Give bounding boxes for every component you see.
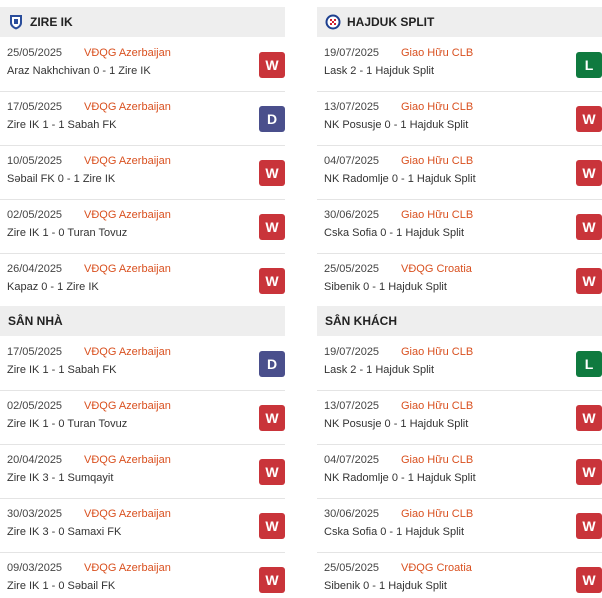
- match-score: NK Radomlje 0 - 1 Hajduk Split: [324, 173, 476, 185]
- match-date: 04/07/2025: [324, 454, 380, 466]
- match-score: Səbail FK 0 - 1 Zire IK: [7, 173, 116, 185]
- match-row[interactable]: [0, 553, 285, 598]
- match-row[interactable]: [317, 445, 602, 499]
- hajduk-split-logo-icon: [325, 14, 341, 30]
- result-badge: W: [576, 268, 602, 294]
- zire-ik-logo-icon: [8, 14, 24, 30]
- match-score: Sibenik 0 - 1 Hajduk Split: [324, 281, 447, 293]
- match-row[interactable]: [317, 254, 602, 308]
- match-row[interactable]: [317, 391, 602, 445]
- result-badge: W: [576, 214, 602, 240]
- league-name[interactable]: VĐQG Azerbaijan: [84, 346, 171, 358]
- result-badge: D: [259, 106, 285, 132]
- match-score: Kapaz 0 - 1 Zire IK: [7, 281, 99, 293]
- match-row[interactable]: [0, 391, 285, 445]
- match-row[interactable]: [317, 499, 602, 553]
- match-date: 25/05/2025: [324, 562, 380, 574]
- result-badge: W: [259, 268, 285, 294]
- league-name[interactable]: VĐQG Azerbaijan: [84, 400, 171, 412]
- match-row[interactable]: [0, 254, 285, 308]
- panel-title: ZIRE IK: [30, 15, 73, 29]
- match-row[interactable]: [0, 499, 285, 553]
- panel-header: [0, 7, 285, 37]
- result-badge: W: [576, 106, 602, 132]
- league-name[interactable]: VĐQG Croatia: [401, 562, 472, 574]
- match-score: NK Posusje 0 - 1 Hajduk Split: [324, 418, 469, 430]
- match-date: 02/05/2025: [7, 400, 63, 412]
- panel-header: [317, 7, 602, 37]
- match-score: Zire IK 1 - 1 Sabah FK: [7, 119, 117, 131]
- panel-title: HAJDUK SPLIT: [347, 15, 435, 29]
- match-score: Zire IK 3 - 1 Sumqayit: [7, 472, 114, 484]
- match-date: 25/05/2025: [324, 263, 380, 275]
- league-name[interactable]: Giao Hữu CLB: [401, 508, 474, 520]
- match-date: 30/06/2025: [324, 209, 380, 221]
- result-badge: W: [259, 513, 285, 539]
- away-venue-panel: [317, 306, 602, 598]
- match-row[interactable]: [0, 337, 285, 391]
- match-row[interactable]: [317, 553, 602, 598]
- match-score: Zire IK 3 - 0 Samaxi FK: [7, 526, 122, 538]
- result-badge: W: [576, 513, 602, 539]
- match-date: 30/03/2025: [7, 508, 63, 520]
- match-score: Zire IK 1 - 0 Turan Tovuz: [7, 418, 128, 430]
- match-row[interactable]: [317, 146, 602, 200]
- match-date: 09/03/2025: [7, 562, 63, 574]
- match-row[interactable]: [0, 200, 285, 254]
- result-badge: W: [259, 459, 285, 485]
- match-date: 26/04/2025: [7, 263, 63, 275]
- league-name[interactable]: VĐQG Azerbaijan: [84, 209, 171, 221]
- match-list: [0, 336, 285, 598]
- league-name[interactable]: Giao Hữu CLB: [401, 346, 474, 358]
- league-name[interactable]: VĐQG Azerbaijan: [84, 562, 171, 574]
- match-date: 04/07/2025: [324, 155, 380, 167]
- match-list: [0, 37, 285, 308]
- match-score: Zire IK 1 - 0 Səbail FK: [7, 580, 116, 592]
- result-badge: W: [259, 214, 285, 240]
- result-badge: W: [259, 567, 285, 593]
- league-name[interactable]: VĐQG Croatia: [401, 263, 472, 275]
- match-score: Lask 2 - 1 Hajduk Split: [324, 364, 435, 376]
- match-row[interactable]: [0, 146, 285, 200]
- match-row[interactable]: [317, 337, 602, 391]
- result-badge: D: [259, 351, 285, 377]
- match-score: Cska Sofia 0 - 1 Hajduk Split: [324, 526, 465, 538]
- result-badge: W: [259, 160, 285, 186]
- league-name[interactable]: VĐQG Azerbaijan: [84, 101, 171, 113]
- league-name[interactable]: Giao Hữu CLB: [401, 155, 474, 167]
- match-row[interactable]: [317, 38, 602, 92]
- panel-header: [317, 306, 602, 336]
- league-name[interactable]: Giao Hữu CLB: [401, 454, 474, 466]
- league-name[interactable]: VĐQG Azerbaijan: [84, 508, 171, 520]
- match-score: Zire IK 1 - 0 Turan Tovuz: [7, 227, 128, 239]
- match-score: Lask 2 - 1 Hajduk Split: [324, 65, 435, 77]
- home-venue-panel: [0, 306, 285, 598]
- result-badge: W: [259, 405, 285, 431]
- league-name[interactable]: VĐQG Azerbaijan: [84, 454, 171, 466]
- match-row[interactable]: [0, 445, 285, 499]
- result-badge: W: [576, 160, 602, 186]
- league-name[interactable]: VĐQG Azerbaijan: [84, 47, 171, 59]
- match-date: 19/07/2025: [324, 47, 380, 59]
- zire-ik-form-panel: [0, 7, 285, 308]
- league-name[interactable]: Giao Hữu CLB: [401, 400, 474, 412]
- match-date: 17/05/2025: [7, 101, 63, 113]
- match-row[interactable]: [0, 92, 285, 146]
- match-date: 19/07/2025: [324, 346, 380, 358]
- match-list: [317, 37, 602, 308]
- match-date: 13/07/2025: [324, 101, 380, 113]
- panel-title: SÂN NHÀ: [8, 314, 63, 328]
- match-date: 30/06/2025: [324, 508, 380, 520]
- result-badge: W: [576, 567, 602, 593]
- league-name[interactable]: Giao Hữu CLB: [401, 101, 474, 113]
- league-name[interactable]: Giao Hữu CLB: [401, 47, 474, 59]
- match-date: 20/04/2025: [7, 454, 63, 466]
- match-list: [317, 336, 602, 598]
- result-badge: L: [576, 351, 602, 377]
- league-name[interactable]: Giao Hữu CLB: [401, 209, 474, 221]
- match-row[interactable]: [317, 200, 602, 254]
- match-date: 13/07/2025: [324, 400, 380, 412]
- match-date: 10/05/2025: [7, 155, 63, 167]
- match-score: Zire IK 1 - 1 Sabah FK: [7, 364, 117, 376]
- league-name[interactable]: VĐQG Azerbaijan: [84, 155, 171, 167]
- match-score: NK Posusje 0 - 1 Hajduk Split: [324, 119, 469, 131]
- result-badge: L: [576, 52, 602, 78]
- panel-title: SÂN KHÁCH: [325, 314, 397, 328]
- match-date: 25/05/2025: [7, 47, 63, 59]
- match-date: 02/05/2025: [7, 209, 63, 221]
- panel-header: [0, 306, 285, 336]
- match-score: Araz Nakhchivan 0 - 1 Zire IK: [7, 65, 151, 77]
- match-row[interactable]: [0, 38, 285, 92]
- result-badge: W: [576, 405, 602, 431]
- match-score: Cska Sofia 0 - 1 Hajduk Split: [324, 227, 465, 239]
- match-row[interactable]: [317, 92, 602, 146]
- hajduk-split-form-panel: [317, 7, 602, 308]
- match-score: NK Radomlje 0 - 1 Hajduk Split: [324, 472, 476, 484]
- result-badge: W: [259, 52, 285, 78]
- result-badge: W: [576, 459, 602, 485]
- match-score: Sibenik 0 - 1 Hajduk Split: [324, 580, 447, 592]
- league-name[interactable]: VĐQG Azerbaijan: [84, 263, 171, 275]
- match-date: 17/05/2025: [7, 346, 63, 358]
